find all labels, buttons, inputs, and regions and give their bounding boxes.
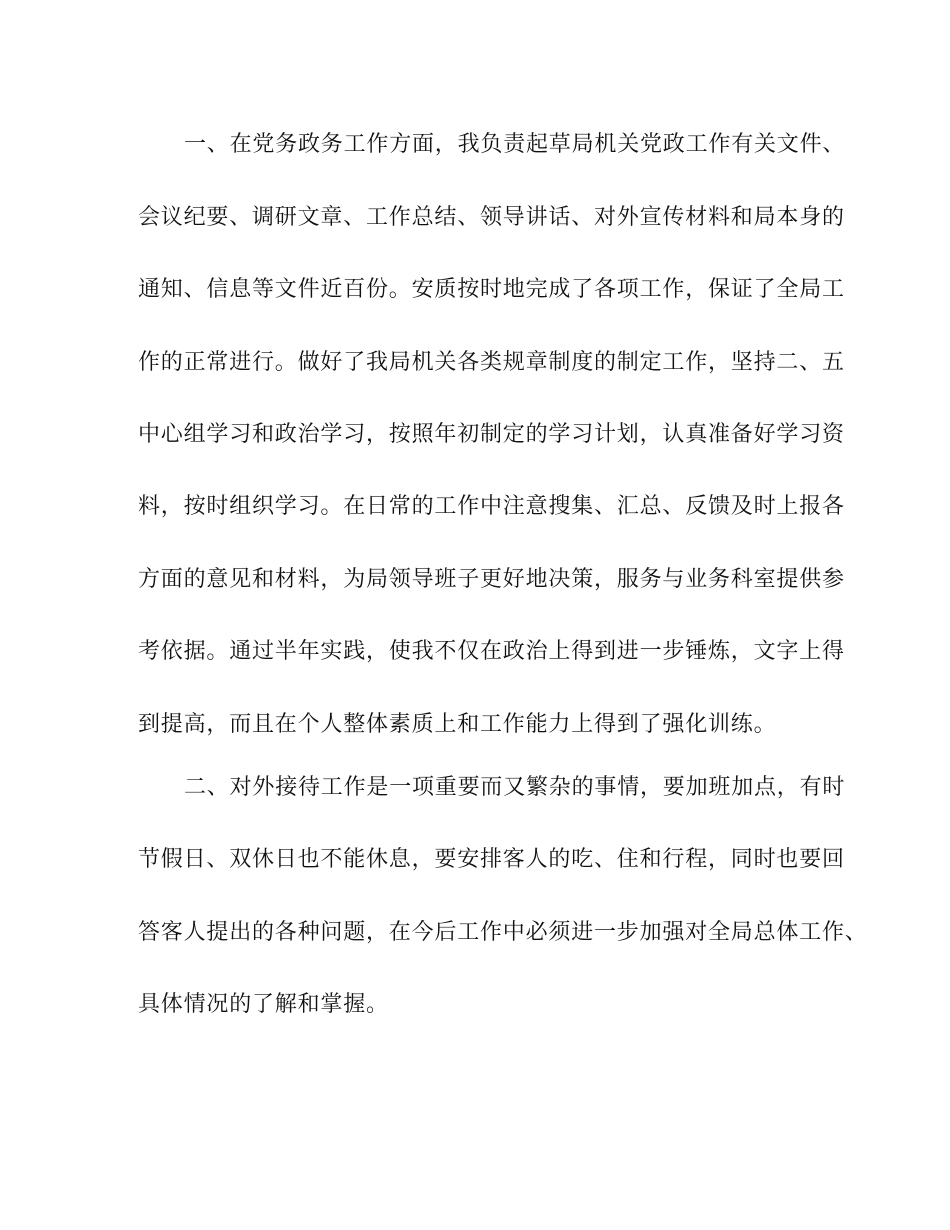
paragraph-line: 到提高，而且在个人整体素质上和工作能力上得到了强化训练。 (138, 712, 777, 737)
paragraph-line: 料，按时组织学习。在日常的工作中注意搜集、汇总、反馈及时上报各 (138, 494, 845, 519)
paragraph-line: 通知、信息等文件近百份。安质按时地完成了各项工作，保证了全局工 (138, 277, 845, 302)
paragraph-line: 具体情况的了解和掌握。 (138, 992, 389, 1017)
paragraph-line: 中心组学习和政治学习，按照年初制定的学习计划，认真准备好学习资 (138, 422, 845, 447)
paragraph-line: 答客人提出的各种问题，在今后工作中必须进一步加强对全局总体工作、 (138, 920, 868, 945)
paragraph-line: 考依据。通过半年实践，使我不仅在政治上得到进一步锤炼，文字上得 (138, 639, 845, 664)
paragraph-line: 节假日、双休日也不能休息，要安排客人的吃、住和行程，同时也要回 (138, 847, 845, 872)
paragraph-line: 方面的意见和材料，为局领导班子更好地决策，服务与业务科室提供参 (138, 567, 845, 592)
paragraph-line: 二、对外接待工作是一项重要而又繁杂的事情，要加班加点，有时 (184, 775, 846, 800)
paragraph-line: 会议纪要、调研文章、工作总结、领导讲话、对外宣传材料和局本身的 (138, 205, 845, 230)
paragraph-line: 作的正常进行。做好了我局机关各类规章制度的制定工作，坚持二、五 (138, 350, 845, 375)
paragraph-line: 一、在党务政务工作方面，我负责起草局机关党政工作有关文件、 (184, 132, 846, 157)
